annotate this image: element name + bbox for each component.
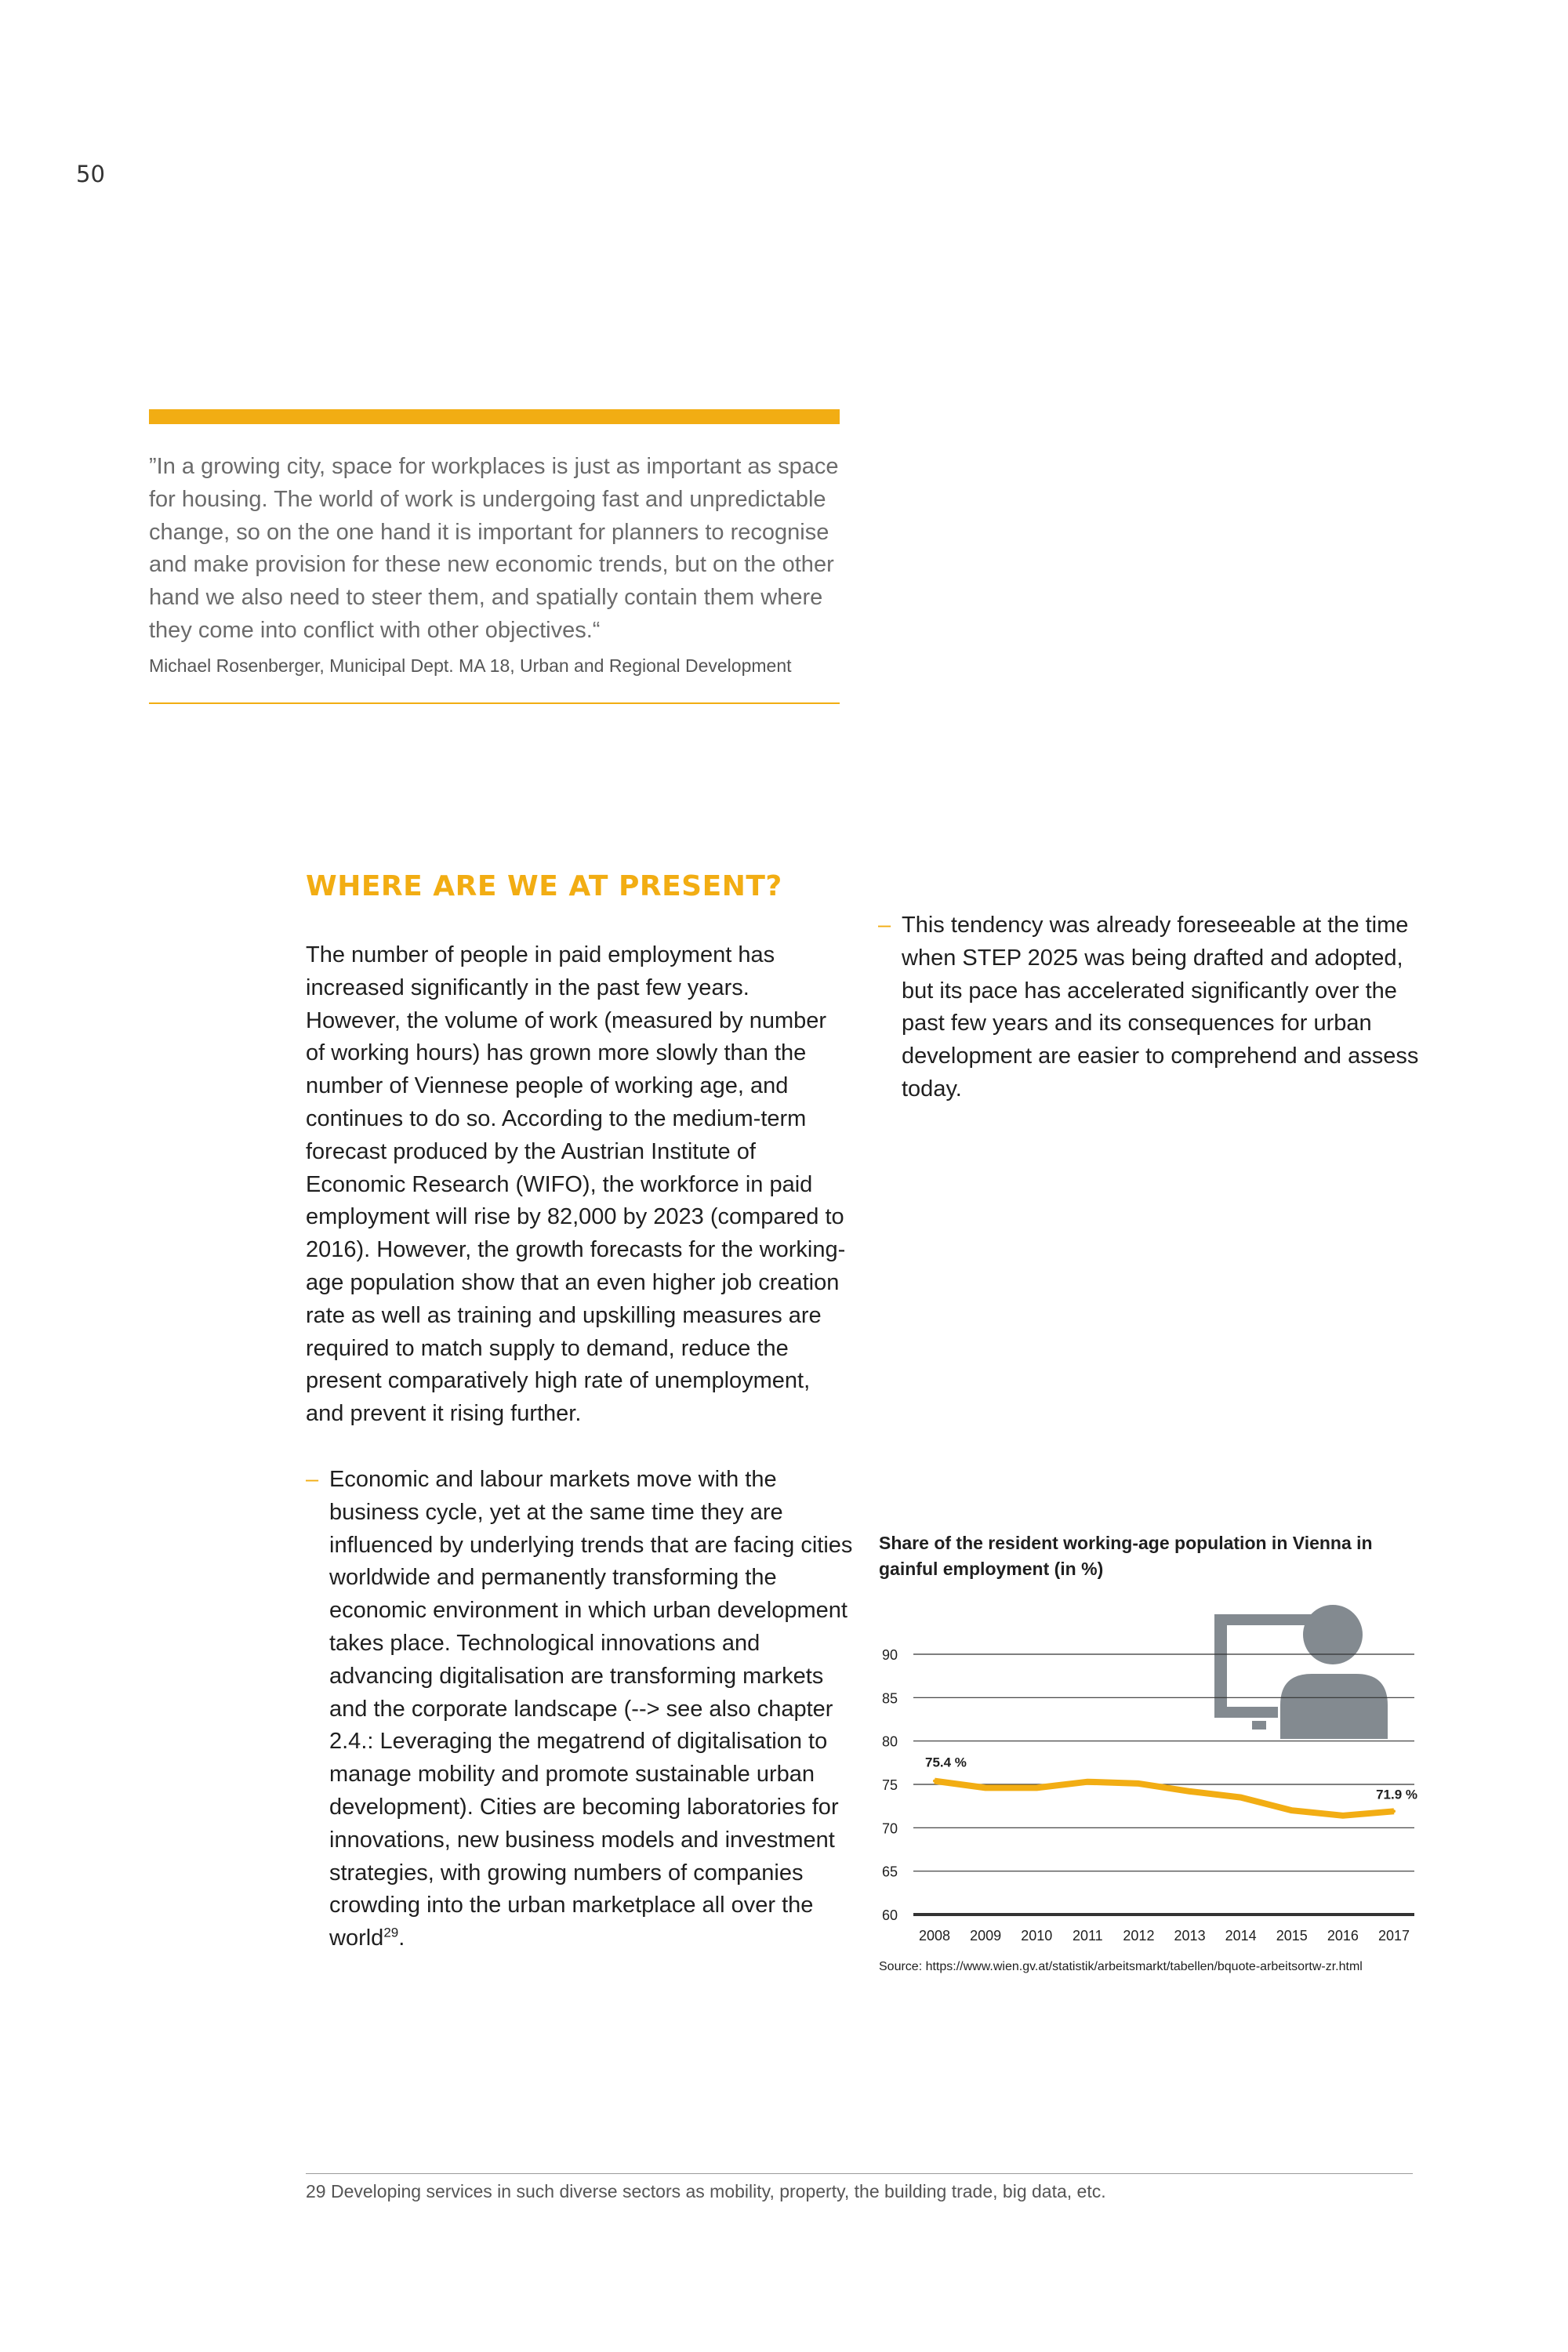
data-point [1086,1780,1089,1784]
footnote-reference[interactable]: 29 [383,1925,399,1940]
data-point [1189,1790,1192,1793]
quote-author: Michael Rosenberger, Municipal Dept. MA 18, Urban and Regional Development [149,655,792,676]
data-label: 71.9 % [1376,1787,1417,1802]
body-paragraph: The number of people in paid employment has increased significantly in the past few years. However, the volume of work (measured by number of working hours) has grown more slowly than the number of Viennese people of working age, and continues to do so. According to the medium-term forecast produced by the Austrian Institute of Economic Research (WIFO), the workforce in paid employment will rise by 82,000 by 2023 (compared to 2016). However, the growth forecasts for the working-age population show that an even higher job creation rate as well as training and upskilling measures are required to match supply to demand, reduce the present comparatively high rate of unemployment, and prevent it rising further. [306,942,846,1427]
y-tick-label: 60 [882,1907,898,1923]
x-tick-label: 2011 [1072,1928,1103,1944]
y-tick-label: 65 [882,1864,898,1880]
x-tick-label: 2014 [1225,1928,1257,1944]
section-heading: WHERE ARE WE AT PRESENT? [306,870,782,902]
footnote-29: 29 Developing services in such diverse sectors as mobility, property, the building trade, big data, etc. [306,2181,1106,2201]
data-point [1341,1814,1345,1817]
x-tick-label: 2016 [1327,1928,1359,1944]
page-number: 50 [76,161,105,187]
bullet-text-end: . [398,1926,405,1951]
x-tick-label: 2010 [1021,1928,1053,1944]
bullet-dash: – [878,913,891,938]
y-tick-label: 70 [882,1820,898,1837]
bullet-dash: – [306,1467,319,1492]
bullet-text: This tendency was already foreseeable at the time when STEP 2025 was being drafted and adopted, but its pace has accelerated significantly over the past few years and its consequences for urban development are easier to comprehend and assess today. [902,913,1419,1102]
x-tick-label: 2012 [1123,1928,1155,1944]
bullet-text: Economic and labour markets move with the business cycle, yet at the same time they are influenced by underlying trends that are facing cities worldwide and permanently transforming the economic environment in which urban development takes place. Technological innovations and advancing digitalisation are transforming markets and the corporate landscape (--> see also chapter 2.4.: Leveraging the megatrend of digitalisation to manage mobility and promote sustainable urban development). Cities are becoming laboratories for innovations, new business models and investment strategies, with growing numbers of companies crowding into the urban marketplace all over the world [329,1467,853,1951]
data-point [984,1786,987,1789]
data-point [1240,1796,1243,1799]
chart-title: Share of the resident working-age population in Vienna in gainful employment (in %) [879,1533,1373,1579]
x-tick-label: 2013 [1174,1928,1206,1944]
quote-text: ”In a growing city, space for workplaces is just as important as space for housing. The world of work is undergoing fast and unpredictable change, so on the one hand it is important for planners to recognise and make provision for these new economic trends, but on the other hand we also need to steer them, and spatially contain them where they come into conflict with other objectives.“ [149,454,839,643]
data-point [1290,1809,1294,1812]
y-tick-label: 80 [882,1733,898,1750]
y-tick-label: 90 [882,1647,898,1663]
x-tick-label: 2009 [970,1928,1002,1944]
x-tick-label: 2017 [1377,1928,1410,1944]
footnote-rule [306,2173,1413,2174]
x-tick-label: 2015 [1276,1928,1308,1944]
y-tick-label: 85 [882,1690,898,1707]
x-tick-label: 2008 [918,1928,951,1944]
data-point [1392,1809,1396,1813]
data-point [933,1780,936,1783]
computer-user-icon [1214,1605,1388,1739]
y-tick-label: 75 [882,1777,898,1793]
series-line [935,1781,1394,1816]
chart-source[interactable]: Source: https://www.wien.gv.at/statistik/arbeitsmarkt/tabellen/bquote-arbeitsortw-zr.html [879,1960,1363,1973]
data-label: 75.4 % [925,1755,967,1770]
data-point [1137,1782,1140,1785]
data-point [1035,1786,1038,1789]
